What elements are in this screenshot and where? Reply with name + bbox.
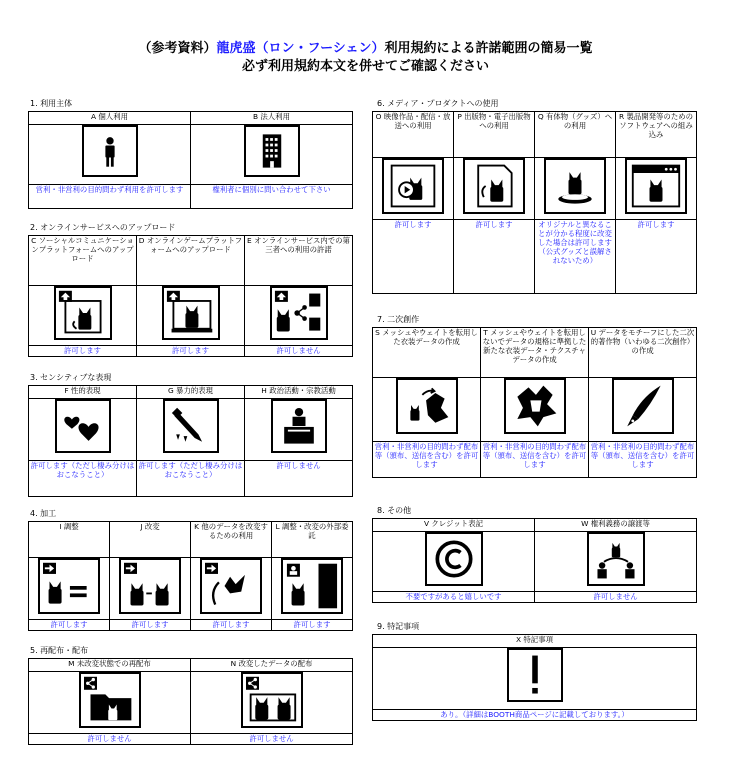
result-reuse: 許可します xyxy=(191,620,272,631)
copyright-icon xyxy=(425,532,483,586)
col-head-outsource: L 調整・改変の外部委託 xyxy=(272,522,353,558)
section-title-online-upload: 2. オンラインサービスへのアップロード xyxy=(30,223,176,232)
section-title-other: 8. その他 xyxy=(377,506,412,515)
col-head-video: O 映像作品・配信・放送への利用 xyxy=(373,112,454,158)
result-mesh-clothing: 営利・非営利の目的問わず配布等（頒布、送信を含む）を許可します xyxy=(373,442,481,478)
section-title-sensitive: 3. センシティブな表現 xyxy=(30,373,112,382)
result-unmodified-redistribution: 許可しません xyxy=(29,734,191,745)
modify-icon xyxy=(119,558,181,614)
person-icon xyxy=(82,125,138,177)
col-head-game-upload: D オンラインゲームプラットフォームへのアップロード xyxy=(137,236,245,286)
result-modify: 許可します xyxy=(110,620,191,631)
result-corporate: 権利者に個別に問い合わせて下さい xyxy=(191,185,353,209)
result-modified-distribution: 許可しません xyxy=(191,734,353,745)
result-third-party: 許可しません xyxy=(245,346,353,357)
section-media xyxy=(372,111,697,294)
result-outsource: 許可します xyxy=(272,620,353,631)
section-title-processing: 4. 加工 xyxy=(30,509,57,518)
podium-icon xyxy=(271,399,327,453)
result-sexual: 許可します（ただし棲み分けはおこなうこと） xyxy=(29,461,137,497)
new-clothing-icon xyxy=(504,378,566,434)
section-other xyxy=(372,518,697,603)
reuse-parts-icon xyxy=(200,558,262,614)
software-window-icon xyxy=(625,158,687,214)
col-head-modified-distribution: N 改変したデータの配布 xyxy=(191,659,353,672)
section-redistribution xyxy=(28,658,353,745)
result-goods: オリジナルと異なることが分かる程度に改変した場合は許可します（公式グッズと誤解されないため） xyxy=(535,220,616,294)
result-political: 許可しません xyxy=(245,461,353,497)
col-head-sexual: F 性的表現 xyxy=(29,386,137,399)
col-head-social-upload: C ソーシャルコミュニケーションプラットフォームへのアップロード xyxy=(29,236,137,286)
col-head-personal: A 個人利用 xyxy=(29,112,191,125)
pen-nib-icon xyxy=(612,378,674,434)
result-credit: 不要ですがあると嬉しいです xyxy=(373,592,535,603)
author-name: 龍虎盛（ロン・フーシェン） xyxy=(216,41,385,56)
result-violent: 許可します（ただし棲み分けはおこなうこと） xyxy=(137,461,245,497)
section-derivative xyxy=(372,327,697,478)
section-title-redistribution: 5. 再配布・配布 xyxy=(30,646,89,655)
col-head-new-clothing: T メッシュやウェイトを転用しないでデータの規格に準拠した新たな衣装データ・テクスチャデータの作成 xyxy=(481,328,589,378)
result-personal: 営利・非営利の目的問わず利用を許可します xyxy=(29,185,191,209)
col-head-publication: P 出版物・電子出版物への利用 xyxy=(454,112,535,158)
result-social-upload: 許可します xyxy=(29,346,137,357)
exclamation-icon xyxy=(507,648,563,702)
col-head-transfer: W 権利義務の譲渡等 xyxy=(535,519,697,532)
page-title: （参考資料）龍虎盛（ロン・フーシェン）利用規約による許諾範囲の簡易一覧 xyxy=(138,41,593,56)
col-head-unmodified-redistribution: M 未改変状態での再配布 xyxy=(29,659,191,672)
section-sensitive xyxy=(28,385,353,497)
transfer-icon xyxy=(587,532,645,586)
section-title-usage-subject: 1. 利用主体 xyxy=(30,99,73,108)
col-head-special-notes: X 特記事項 xyxy=(373,635,697,648)
result-new-clothing: 営利・非営利の目的問わず配布等（頒布、送信を含む）を許可します xyxy=(481,442,589,478)
mesh-clothing-icon xyxy=(396,378,458,434)
section-online-upload xyxy=(28,235,353,357)
adjust-equal-icon xyxy=(38,558,100,614)
upload-monitor-icon xyxy=(162,286,220,340)
result-transfer: 許可しません xyxy=(535,592,697,603)
section-usage-subject xyxy=(28,111,353,209)
section-title-derivative: 7. 二次創作 xyxy=(377,315,420,324)
result-game-upload: 許可します xyxy=(137,346,245,357)
col-head-corporate: B 法人利用 xyxy=(191,112,353,125)
result-adjust: 許可します xyxy=(29,620,110,631)
section-title-media: 6. メディア・プロダクトへの使用 xyxy=(377,99,499,108)
upload-avatar-icon xyxy=(54,286,112,340)
section-special-notes xyxy=(372,634,697,721)
office-building-icon xyxy=(244,125,300,177)
col-head-violent: G 暴力的表現 xyxy=(137,386,245,399)
share-modified-icon xyxy=(241,672,303,728)
col-head-mesh-clothing: S メッシュやウェイトを転用した衣装データの作成 xyxy=(373,328,481,378)
result-derivative-work: 営利・非営利の目的問わず配布等（頒布、送信を含む）を許可します xyxy=(589,442,697,478)
col-head-political: H 政治活動・宗教活動 xyxy=(245,386,353,399)
col-head-third-party: E オンラインサービス内での第三者への利用の許諾 xyxy=(245,236,353,286)
hearts-icon xyxy=(55,399,111,453)
col-head-credit: V クレジット表記 xyxy=(373,519,535,532)
page-subtitle: 必ず利用規約本文を併せてご確認ください xyxy=(241,59,489,74)
col-head-modify: J 改変 xyxy=(110,522,191,558)
book-icon xyxy=(463,158,525,214)
knife-icon xyxy=(163,399,219,453)
col-head-adjust: I 調整 xyxy=(29,522,110,558)
outsource-icon xyxy=(281,558,343,614)
section-title-special-notes: 9. 特記事項 xyxy=(377,622,420,631)
section-processing xyxy=(28,521,353,631)
video-play-icon xyxy=(382,158,444,214)
col-head-software: R 製品開発等のためのソフトウェアへの組み込み xyxy=(616,112,697,158)
result-video: 許可します xyxy=(373,220,454,294)
result-special-notes: あり。（詳細はBOOTH商品ページに記載しております。） xyxy=(373,710,697,721)
col-head-derivative-work: U データをモチーフにした二次的著作物（いわゆる二次創作）の作成 xyxy=(589,328,697,378)
col-head-goods: Q 有体物（グッズ）への利用 xyxy=(535,112,616,158)
result-publication: 許可します xyxy=(454,220,535,294)
result-software: 許可します xyxy=(616,220,697,294)
share-third-party-icon xyxy=(270,286,328,340)
share-folder-icon xyxy=(79,672,141,728)
col-head-reuse: K 他のデータを改変するための利用 xyxy=(191,522,272,558)
figure-goods-icon xyxy=(544,158,606,214)
